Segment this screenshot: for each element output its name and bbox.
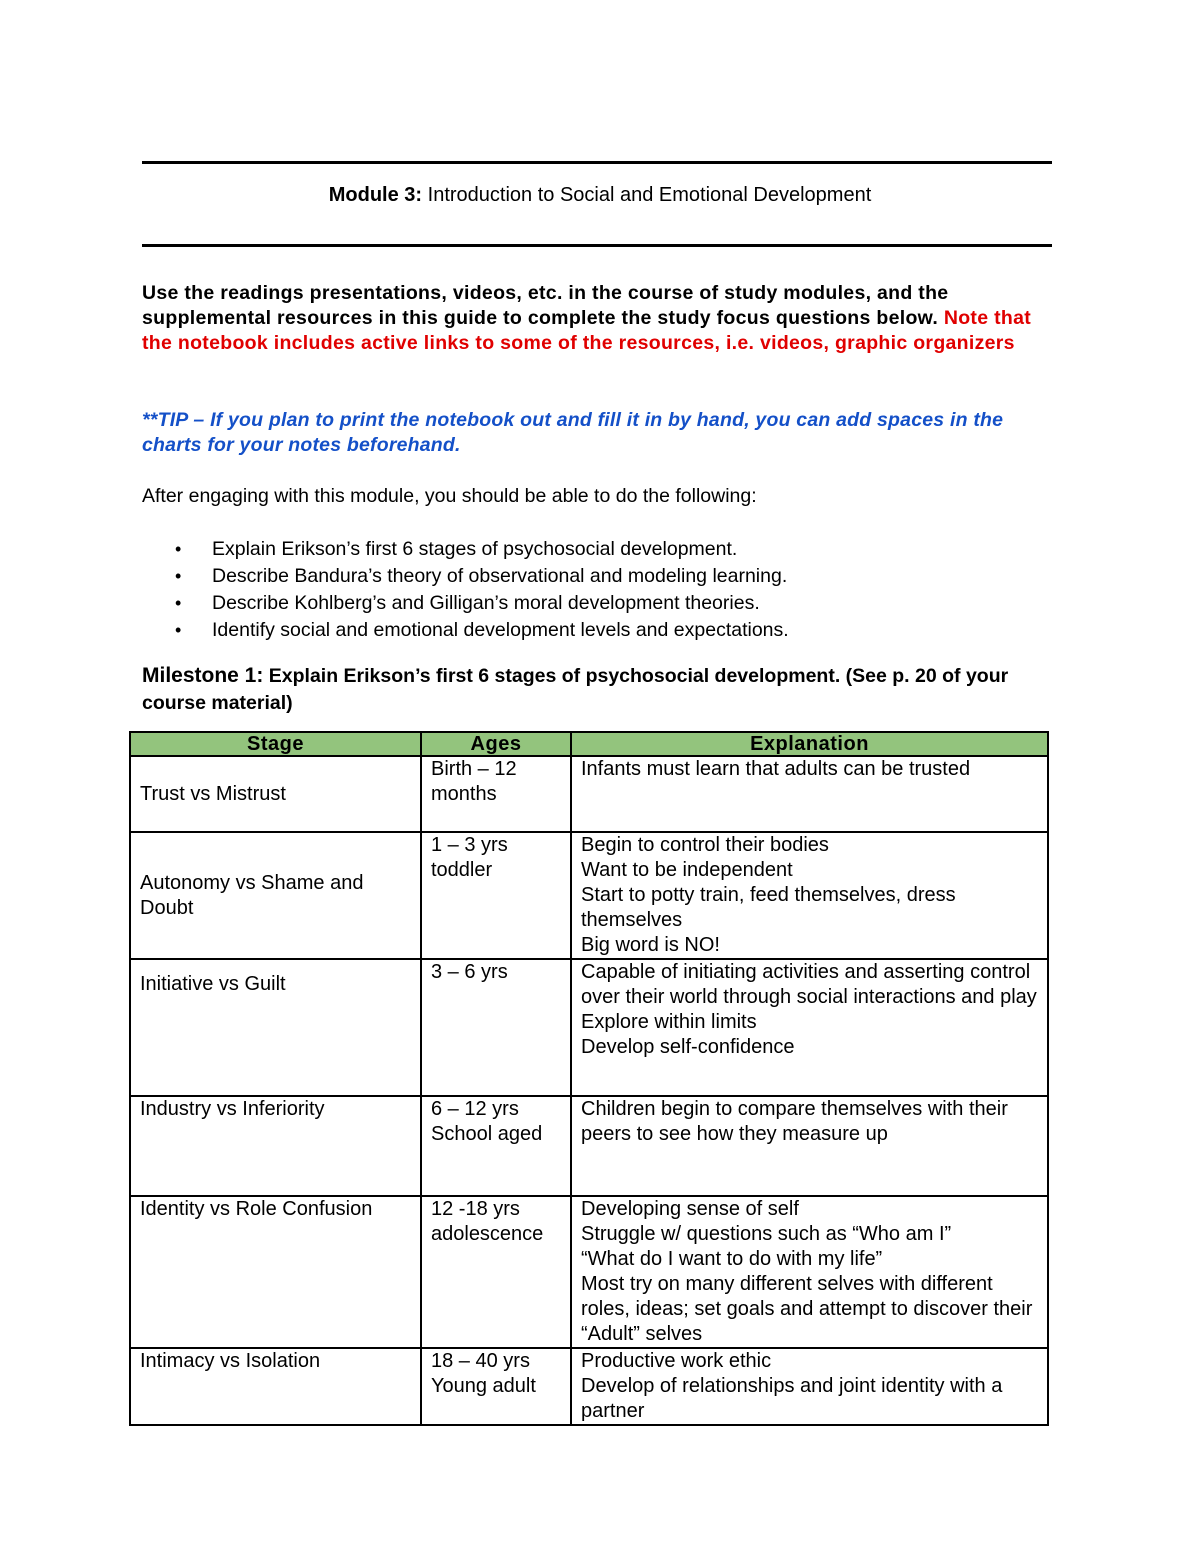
explanation-line: Want to be independent: [581, 859, 793, 881]
bullet-icon: •: [175, 620, 182, 640]
explanation-line: Develop self-confidence: [581, 1036, 795, 1058]
ages-line: 3 – 6 yrs: [431, 961, 508, 983]
table-row: [130, 1196, 1048, 1348]
module-title: Introduction to Social and Emotional Development: [422, 184, 872, 206]
objectives-list: [142, 537, 789, 645]
explanation-line: Struggle w/ questions such as “Who am I”: [581, 1223, 952, 1245]
table-row: [130, 959, 1048, 1096]
erikson-stages-table: [129, 731, 1049, 1426]
explanation-line: Begin to control their bodies: [581, 834, 829, 856]
ages-cell: [421, 756, 571, 832]
header-ages: Ages: [421, 732, 571, 756]
explanation-line: Developing sense of self: [581, 1198, 799, 1220]
stage-cell: Industry vs Inferiority: [130, 1096, 421, 1196]
explanation-line: Big word is NO!: [581, 934, 720, 956]
explanation-cell: [571, 1348, 1048, 1425]
table-row: [130, 832, 1048, 959]
explanation-cell: [571, 756, 1048, 832]
objectives-lead: After engaging with this module, you should be able to do the following:: [142, 485, 757, 507]
bottom-rule: [142, 244, 1052, 247]
header-explanation: Explanation: [571, 732, 1048, 756]
objective-text: Describe Kohlberg’s and Gilligan’s moral development theories.: [212, 592, 760, 614]
list-item: [142, 564, 789, 591]
module-label: Module 3:: [328, 184, 423, 206]
table-row: [130, 1096, 1048, 1196]
explanation-cell: [571, 1096, 1048, 1196]
milestone-text: Explain Erikson’s first 6 stages of psychosocial development. (See p. 20 of your course material): [142, 665, 1009, 714]
stage-cell: Intimacy vs Isolation: [130, 1348, 421, 1425]
bullet-icon: •: [175, 566, 182, 586]
ages-line: adolescence: [431, 1223, 544, 1245]
intro-note-text: Note that the notebook includes active links to some of the resources, i.e. videos, graphic organizers: [142, 307, 1032, 354]
explanation-line: Explore within limits: [581, 1011, 757, 1033]
objective-text: Describe Bandura’s theory of observational and modeling learning.: [212, 565, 788, 587]
ages-cell: [421, 1348, 571, 1425]
list-item: [142, 618, 789, 645]
header-stage: Stage: [130, 732, 421, 756]
explanation-line: Start to potty train, feed themselves, dress themselves: [581, 884, 956, 931]
intro-main-text: Use the readings presentations, videos, etc. in the course of study modules, and the supplemental resources in this guide to complete the study focus questions below.: [142, 282, 949, 329]
stage-cell: Identity vs Role Confusion: [130, 1196, 421, 1348]
explanation-line: Develop of relationships and joint identity with a partner: [581, 1375, 1003, 1422]
ages-line: toddler: [431, 859, 493, 881]
ages-line: 1 – 3 yrs: [431, 834, 508, 856]
ages-cell: [421, 1096, 571, 1196]
ages-line: 6 – 12 yrs: [431, 1098, 519, 1120]
explanation-line: Most try on many different selves with different roles, ideas; set goals and attempt to discover their “Adult” selves: [581, 1273, 1033, 1345]
ages-line: 12 -18 yrs: [431, 1198, 520, 1220]
explanation-cell: [571, 832, 1048, 959]
tip-text: **TIP – If you plan to print the notebook out and fill it in by hand, you can add spaces in the charts for your notes beforehand.: [142, 409, 1004, 456]
objective-text: Explain Erikson’s first 6 stages of psychosocial development.: [212, 538, 738, 560]
ages-line: Young adult: [431, 1375, 536, 1397]
intro-paragraph: [142, 281, 1057, 356]
list-item: [142, 591, 789, 618]
explanation-line: Capable of initiating activities and asserting control over their world through social interactions and play: [581, 961, 1037, 1008]
objective-text: Identify social and emotional development levels and expectations.: [212, 619, 789, 641]
ages-line: Birth – 12 months: [431, 758, 517, 805]
stage-cell: Initiative vs Guilt: [130, 959, 421, 1096]
stage-cell: Trust vs Mistrust: [130, 756, 421, 832]
list-item: [142, 537, 789, 564]
top-rule: [142, 161, 1052, 164]
explanation-cell: [571, 1196, 1048, 1348]
milestone-heading: [142, 662, 1057, 717]
ages-cell: [421, 832, 571, 959]
explanation-line: “What do I want to do with my life”: [581, 1248, 883, 1270]
explanation-line: Children begin to compare themselves with their peers to see how they measure up: [581, 1098, 1008, 1145]
table-row: [130, 1348, 1048, 1425]
explanation-cell: [571, 959, 1048, 1096]
explanation-line: Productive work ethic: [581, 1350, 772, 1372]
milestone-label: Milestone 1:: [142, 664, 264, 687]
ages-cell: [421, 959, 571, 1096]
ages-line: School aged: [431, 1123, 543, 1145]
ages-cell: [421, 1196, 571, 1348]
bullet-icon: •: [175, 539, 182, 559]
explanation-line: Infants must learn that adults can be trusted: [581, 758, 971, 780]
module-heading: [0, 184, 1200, 207]
table-header-row: [130, 732, 1048, 756]
ages-line: 18 – 40 yrs: [431, 1350, 530, 1372]
bullet-icon: •: [175, 593, 182, 613]
table-row: [130, 756, 1048, 832]
stage-cell: Autonomy vs Shame and Doubt: [130, 832, 421, 959]
